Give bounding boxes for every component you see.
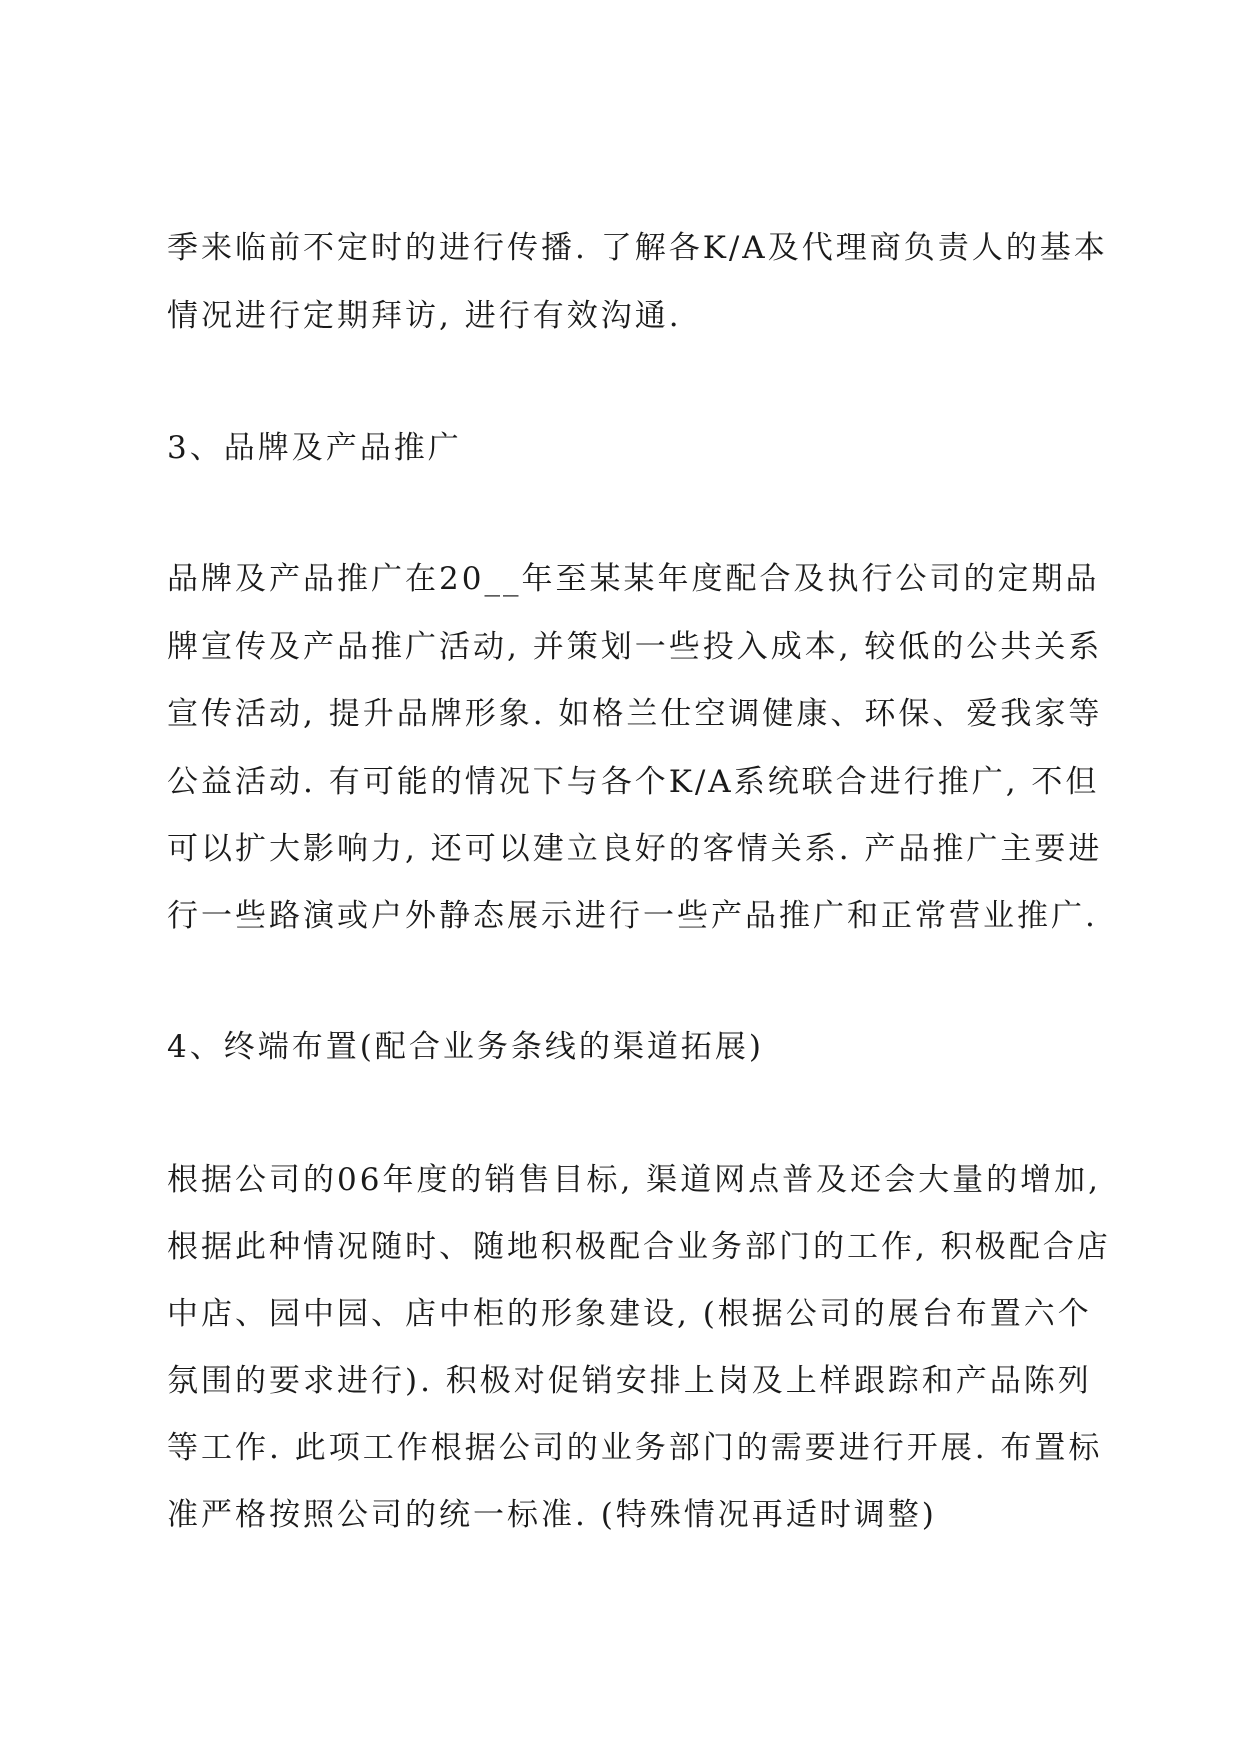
paragraph-line: 季来临前不定时的进行传播. 了解各K/A及代理商负责人的基本 — [167, 230, 1108, 266]
paragraph-line: 根据此种情况随时、随地积极配合业务部门的工作, 积极配合店 — [167, 1229, 1111, 1265]
paragraph-line: 中店、园中园、店中柜的形象建设, (根据公司的展台布置六个 — [167, 1296, 1092, 1332]
paragraph-line: 情况进行定期拜访, 进行有效沟通. — [167, 298, 682, 334]
paragraph-line: 公益活动. 有可能的情况下与各个K/A系统联合进行推广, 不但 — [167, 764, 1100, 800]
section-heading-4: 4、终端布置(配合业务条线的渠道拓展) — [167, 1029, 764, 1065]
paragraph-line: 牌宣传及产品推广活动, 并策划一些投入成本, 较低的公共关系 — [167, 629, 1103, 665]
paragraph-line: 等工作. 此项工作根据公司的业务部门的需要进行开展. 布置标 — [167, 1430, 1103, 1466]
paragraph-line: 宣传活动, 提升品牌形象. 如格兰仕空调健康、环保、爱我家等 — [167, 696, 1103, 732]
paragraph-line: 行一些路演或户外静态展示进行一些产品推广和正常营业推广. — [167, 898, 1098, 934]
paragraph-line: 氛围的要求进行). 积极对促销安排上岗及上样跟踪和产品陈列 — [167, 1363, 1092, 1399]
paragraph-line: 可以扩大影响力, 还可以建立良好的客情关系. 产品推广主要进 — [167, 831, 1103, 867]
paragraph-line: 准严格按照公司的统一标准. (特殊情况再适时调整) — [167, 1497, 937, 1533]
paragraph-line: 品牌及产品推广在20__年至某某年度配合及执行公司的定期品 — [167, 561, 1100, 597]
section-heading-3: 3、品牌及产品推广 — [167, 430, 462, 466]
paragraph-line: 根据公司的06年度的销售目标, 渠道网点普及还会大量的增加, — [167, 1162, 1102, 1198]
